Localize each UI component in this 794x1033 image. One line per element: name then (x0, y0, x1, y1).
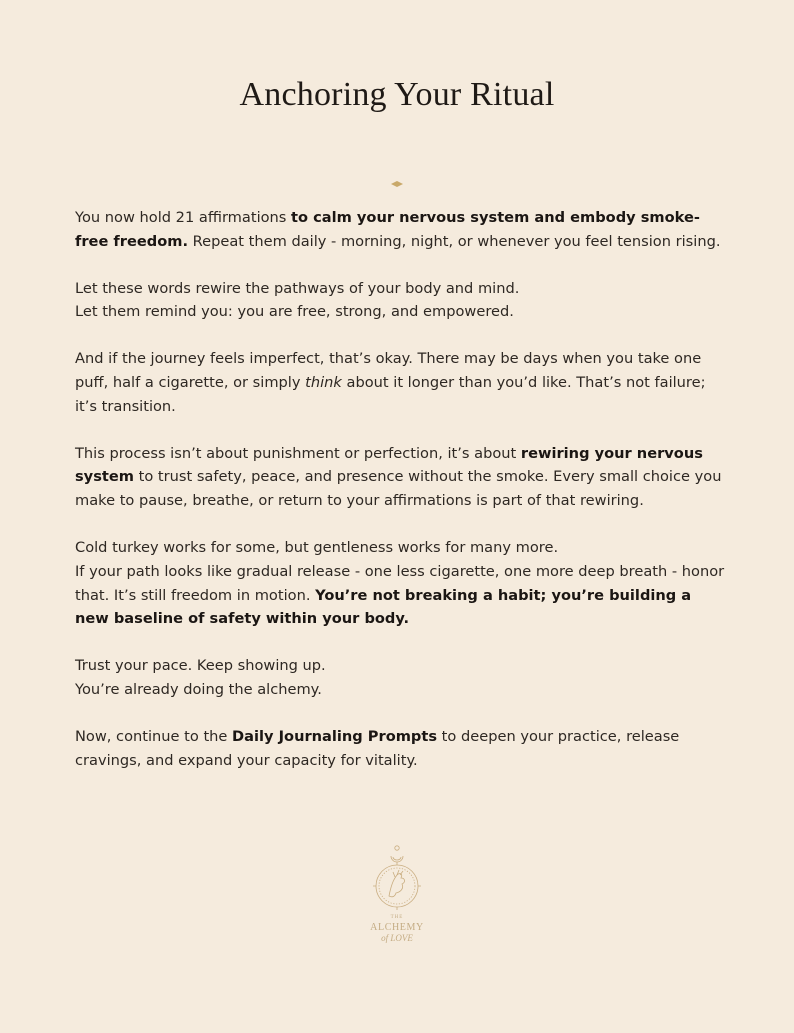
journaling-prompts-link: Daily Journaling Prompts (232, 727, 438, 745)
process-text: This process isn’t about punishment or perfection, it’s about (75, 444, 521, 462)
page-title: Anchoring Your Ritual (239, 76, 555, 113)
imperfect-italic: think (305, 373, 342, 391)
gentleness-emphasis: You’re not breaking a habit; you’re building a new baseline of safety within your body. (75, 586, 692, 628)
intro-text-end: Repeat them daily - morning, night, or whenever you feel tension rising. (188, 232, 721, 250)
trust-line-1: Trust your pace. Keep showing up. (75, 657, 326, 675)
rewire-line-1: Let these words rewire the pathways of your body and mind. (75, 279, 520, 297)
gentleness-line-1: Cold turkey works for some, but gentleness works for many more. (75, 538, 559, 556)
intro-text: You now hold 21 affirmations (75, 209, 292, 226)
logo-the: THE (390, 915, 404, 920)
continue-text: Now, continue to the (75, 727, 233, 745)
intro-emphasis: to calm your nervous system and embody smoke-free freedom. (75, 209, 700, 250)
process-text-end: to trust safety, peace, and presence without the smoke. Every small choice you make to pause, breathe, or return to your affirmations is part of that rewiring. (75, 468, 722, 510)
paragraph-gentleness (75, 536, 725, 631)
body-text (75, 206, 725, 795)
rewire-line-2: Let them remind you: you are free, strong, and empowered. (75, 303, 514, 321)
imperfect-text-end: about it longer than you’d like. That’s not failure; it’s transition. (75, 373, 706, 415)
paragraph-process (75, 442, 725, 513)
alchemy-logo-wordmark (340, 913, 454, 943)
logo-alchemy: ALCHEMY (370, 922, 424, 933)
imperfect-text: And if the journey feels imperfect, that’s okay. There may be days when you take one puff, half a cigarette, or simply (75, 350, 702, 391)
process-emphasis: rewiring your nervous system (75, 444, 703, 486)
paragraph-continue (75, 725, 725, 773)
trust-line-2: You’re already doing the alchemy. (75, 680, 322, 698)
paragraph-trust (75, 654, 725, 702)
ornament-divider (232, 176, 562, 192)
logo-of-love: of LOVE (381, 933, 413, 943)
paragraph-intro (75, 206, 725, 254)
gentleness-text: If your path looks like gradual release - one less cigarette, one more deep breath - honor that. It’s still freedom in motion. (75, 562, 725, 604)
paragraph-rewire (75, 277, 725, 325)
paragraph-imperfect (75, 347, 725, 418)
continue-text-end: to deepen your practice, release cravings, and expand your capacity for vitality. (75, 727, 680, 769)
